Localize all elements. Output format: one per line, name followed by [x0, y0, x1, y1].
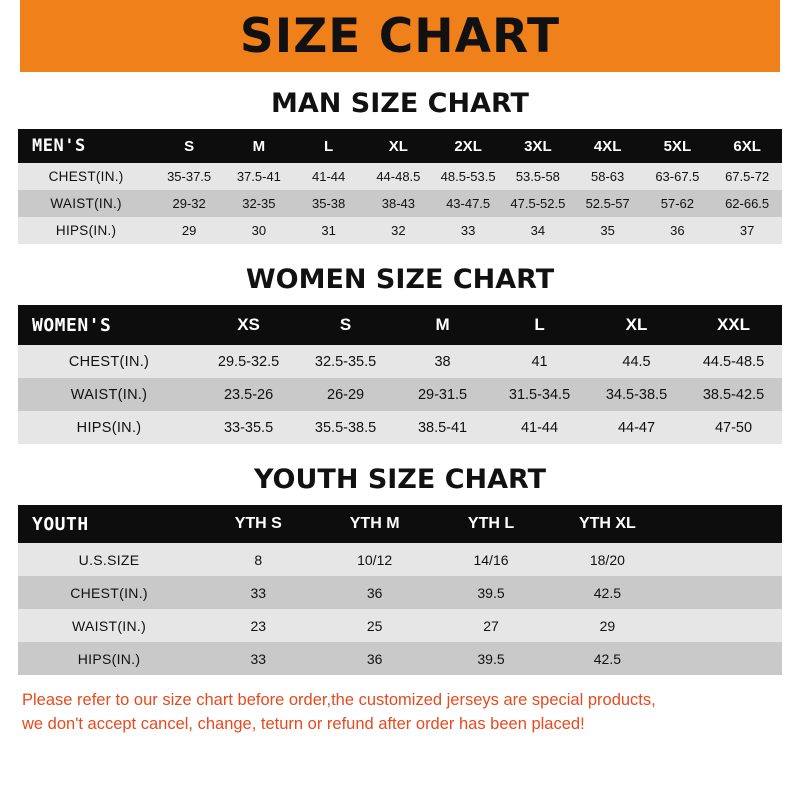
men-header-3xl: 3XL	[524, 137, 552, 155]
women-chest-m: 38	[434, 353, 451, 370]
women-hips-xs: 33-35.5	[223, 419, 274, 436]
men-chest-5xl: 63-67.5	[655, 169, 700, 184]
men-header-5xl: 5XL	[663, 137, 692, 155]
women-header-l: L	[534, 315, 545, 334]
youth-waist-xl: 29	[599, 617, 616, 634]
men-header-6xl: 6XL	[733, 137, 761, 155]
women-row-chest-label: CHEST(IN.)	[68, 353, 150, 370]
women-waist-xxl: 38.5-42.5	[702, 386, 765, 403]
youth-row-hips-label: HIPS(IN.)	[77, 650, 141, 667]
header-band	[0, 0, 800, 72]
youth-chest-l: 39.5	[477, 584, 505, 601]
table-row	[18, 163, 782, 190]
youth-header-xl: YTH XL	[578, 515, 636, 532]
women-waist-xs: 23.5-26	[223, 386, 274, 403]
table-header-row	[18, 305, 782, 345]
men-waist-xl: 38-43	[381, 196, 415, 211]
men-chest-6xl: 67.5-72	[725, 169, 770, 184]
men-hips-xl: 32	[391, 223, 406, 238]
youth-chest-empty	[666, 576, 782, 609]
women-header-s: S	[339, 315, 352, 334]
youth-waist-l: 27	[483, 617, 499, 634]
section-man	[18, 88, 782, 244]
youth-chest-xl: 42.5	[593, 584, 622, 601]
men-chest-l: 41-44	[311, 169, 346, 184]
women-table-body	[18, 345, 782, 444]
men-size-table	[18, 129, 782, 244]
youth-row-ussize-label: U.S.SIZE	[78, 551, 140, 568]
table-row	[18, 217, 782, 244]
women-header-xl: XL	[625, 315, 648, 334]
youth-waist-s: 23	[250, 617, 267, 634]
men-header-s: S	[184, 137, 195, 155]
table-row	[18, 543, 782, 576]
men-waist-3xl: 47.5-52.5	[510, 196, 566, 211]
women-chest-xxl: 44.5-48.5	[702, 353, 765, 370]
women-waist-s: 26-29	[327, 386, 365, 403]
men-header-xl: XL	[388, 137, 408, 155]
men-hips-5xl: 36	[670, 223, 685, 238]
youth-ussize-s: 8	[254, 551, 263, 568]
women-hips-s: 35.5-38.5	[314, 419, 377, 436]
women-chest-s: 32.5-35.5	[314, 353, 377, 370]
youth-ussize-l: 14/16	[473, 551, 509, 568]
section-title-man: MAN SIZE CHART	[271, 88, 529, 119]
men-header-label: MEN'S	[32, 136, 86, 156]
youth-chest-s: 33	[250, 584, 267, 601]
table-row	[18, 378, 782, 411]
youth-hips-empty	[666, 642, 782, 675]
women-chest-xs: 29.5-32.5	[217, 353, 280, 370]
women-header-xs: XS	[237, 315, 260, 334]
men-hips-s: 29	[181, 223, 197, 238]
youth-ussize-empty	[666, 543, 782, 576]
women-hips-l: 41-44	[520, 419, 559, 436]
men-row-chest-label: CHEST(IN.)	[48, 169, 124, 184]
table-row	[18, 190, 782, 217]
men-hips-m: 30	[251, 223, 267, 238]
men-row-waist-label: WAIST(IN.)	[50, 196, 122, 211]
youth-header-empty	[666, 505, 782, 543]
women-hips-xl: 44-47	[617, 419, 656, 436]
women-hips-xxl: 47-50	[714, 419, 753, 436]
men-hips-4xl: 35	[600, 223, 615, 238]
youth-hips-l: 39.5	[477, 650, 505, 667]
women-waist-m: 29-31.5	[417, 386, 468, 403]
women-waist-xl: 34.5-38.5	[605, 386, 668, 403]
table-row	[18, 345, 782, 378]
women-hips-m: 38.5-41	[417, 419, 468, 436]
youth-hips-m: 36	[366, 650, 383, 667]
table-row	[18, 576, 782, 609]
notice-line-1: Please refer to our size chart before order,the customized jerseys are special products,	[22, 691, 656, 709]
section-title-women: WOMEN SIZE CHART	[245, 264, 555, 295]
youth-row-chest-label: CHEST(IN.)	[70, 584, 148, 601]
women-row-hips-label: HIPS(IN.)	[76, 419, 142, 436]
men-header-4xl: 4XL	[593, 137, 622, 155]
men-chest-m: 37.5-41	[236, 169, 281, 184]
women-chest-l: 41	[531, 353, 548, 370]
men-hips-2xl: 33	[460, 223, 476, 238]
youth-waist-empty	[666, 609, 782, 642]
youth-chest-m: 36	[366, 584, 383, 601]
table-header-row	[18, 505, 782, 543]
header-left-spacer	[0, 0, 20, 72]
youth-header-m: YTH M	[349, 515, 400, 532]
youth-header-label: YOUTH	[32, 513, 89, 535]
men-waist-m: 32-35	[242, 196, 276, 211]
men-header-2xl: 2XL	[454, 137, 482, 155]
women-header-label: WOMEN'S	[32, 314, 112, 336]
men-table-body	[18, 163, 782, 244]
header-right-spacer	[780, 0, 800, 72]
men-waist-2xl: 43-47.5	[446, 196, 491, 211]
men-waist-5xl: 57-62	[660, 196, 694, 211]
youth-size-table	[18, 505, 782, 675]
men-table-header	[18, 129, 782, 163]
youth-hips-s: 33	[250, 650, 267, 667]
table-row	[18, 642, 782, 675]
men-waist-s: 29-32	[172, 196, 206, 211]
youth-hips-xl: 42.5	[593, 650, 622, 667]
section-title-youth: YOUTH SIZE CHART	[253, 464, 547, 495]
section-women	[18, 264, 782, 444]
page-title: SIZE CHART	[239, 8, 561, 64]
men-chest-s: 35-37.5	[167, 169, 212, 184]
men-header-l: L	[324, 137, 334, 155]
men-waist-l: 35-38	[311, 196, 346, 211]
youth-waist-m: 25	[366, 617, 383, 634]
table-header-row	[18, 129, 782, 163]
men-hips-l: 31	[321, 223, 336, 238]
men-hips-3xl: 34	[530, 223, 546, 238]
youth-row-waist-label: WAIST(IN.)	[72, 617, 147, 634]
women-size-table	[18, 305, 782, 444]
women-header-xxl: XXL	[716, 315, 751, 334]
men-waist-4xl: 52.5-57	[585, 196, 630, 211]
notice-text	[22, 689, 778, 737]
section-youth	[18, 464, 782, 675]
men-hips-6xl: 37	[739, 223, 755, 238]
women-header-m: M	[435, 315, 450, 334]
youth-header-l: YTH L	[467, 515, 515, 532]
men-chest-xl: 44-48.5	[376, 169, 421, 184]
men-header-m: M	[252, 137, 266, 155]
youth-ussize-xl: 18/20	[589, 551, 625, 568]
notice-line-2: we don't accept cancel, change, teturn or refund after order has been placed!	[22, 714, 585, 733]
table-row	[18, 411, 782, 444]
women-waist-l: 31.5-34.5	[508, 386, 571, 403]
women-chest-xl: 44.5	[622, 353, 651, 370]
men-waist-6xl: 62-66.5	[725, 196, 770, 211]
men-chest-2xl: 48.5-53.5	[440, 169, 496, 184]
men-chest-3xl: 53.5-58	[515, 169, 560, 184]
men-row-hips-label: HIPS(IN.)	[55, 223, 117, 238]
table-row	[18, 609, 782, 642]
youth-header-s: YTH S	[234, 515, 282, 532]
youth-ussize-m: 10/12	[357, 551, 393, 568]
women-table-header	[18, 305, 782, 345]
youth-table-header	[18, 505, 782, 543]
men-chest-4xl: 58-63	[590, 169, 625, 184]
women-row-waist-label: WAIST(IN.)	[70, 386, 148, 403]
youth-table-body	[18, 543, 782, 675]
